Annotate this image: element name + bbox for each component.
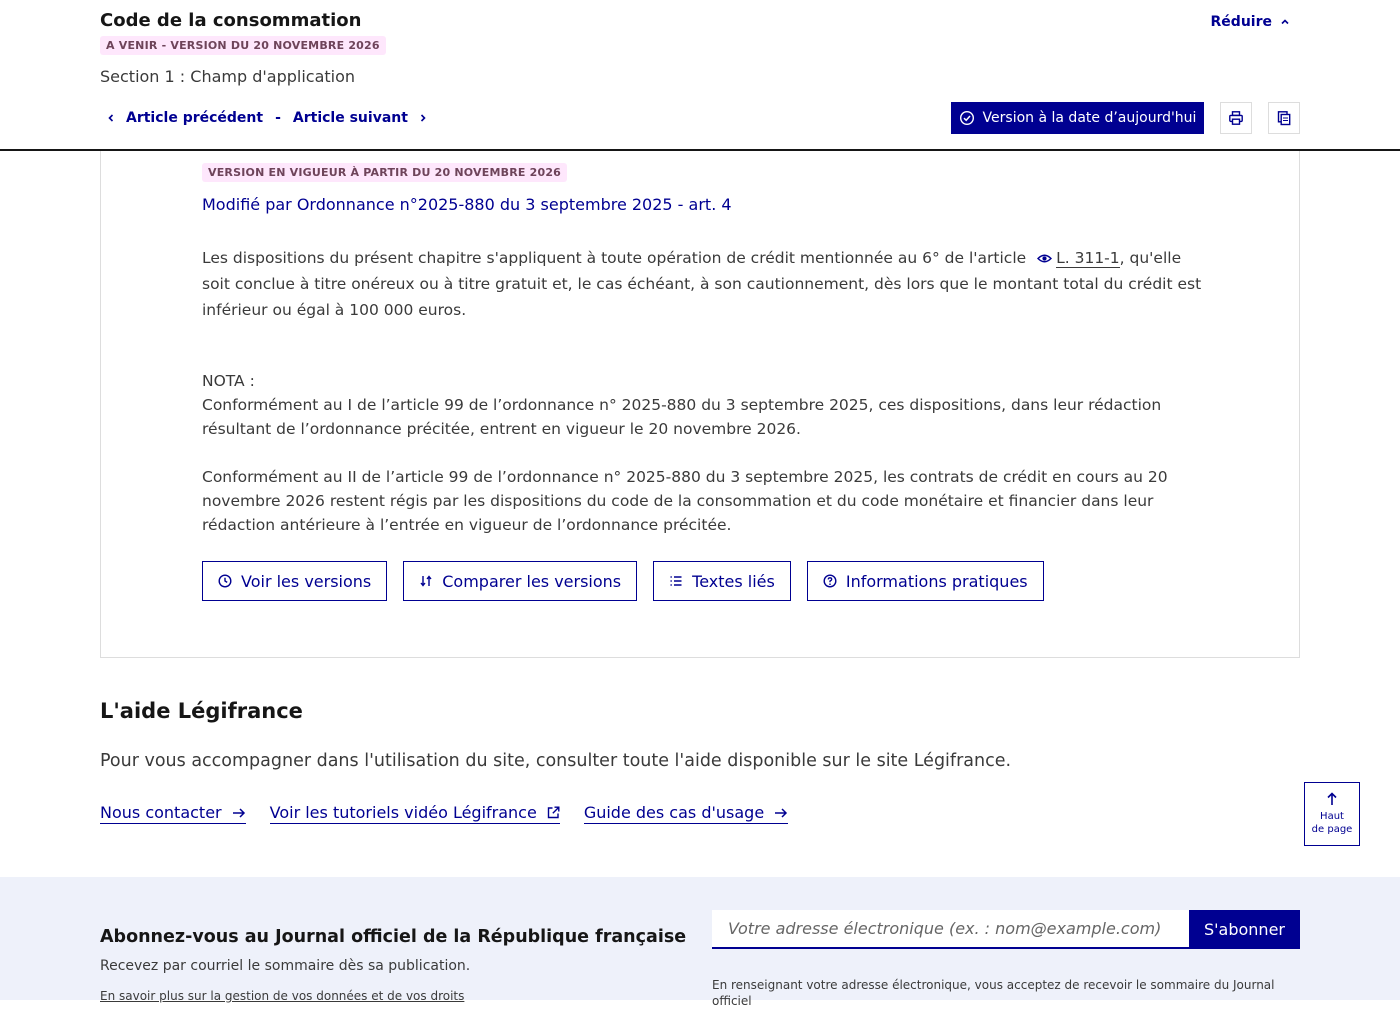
arrow-right-icon [232,807,246,819]
chevron-right-icon [418,113,428,123]
version-today-button[interactable] [951,102,1204,134]
modified-by-link[interactable]: Modifié par Ordonnance n°2025-880 du 3 septembre 2025 - art. 4 [202,195,732,214]
practical-info-button[interactable] [807,561,1044,601]
tutorials-label: Voir les tutoriels vidéo Légifrance [269,803,537,822]
help-description: Pour vous accompagner dans l'utilisation du site, consulter toute l'aide disponible sur le site Légifrance. [100,751,1012,771]
article-header [0,0,1400,151]
code-title: Code de la consommation [100,10,362,31]
arrow-up-icon [1326,792,1338,806]
linked-texts-label: Textes liés [692,571,775,591]
next-article-link[interactable] [293,110,428,126]
external-link-icon [547,806,560,819]
help-links [100,803,788,824]
reduce-button[interactable] [1211,14,1290,30]
nota-block [202,369,1202,441]
previous-article-label: Article précédent [126,110,264,126]
article-navigation [106,110,428,126]
paragraph-text-after: , qu'elle soit conclue à titre onéreux ou à titre gratuit et, le cas échéant, à son cautionnement, dès lors que le montant total du crédit est inférieur ou égal à 100 000 euros. [202,249,1202,319]
nota-paragraph-1: Conformément au I de l’article 99 de l’ordonnance n° 2025-880 du 3 septembre 2025, ces dispositions, dans leur rédaction résultant de l’ordonnance précitée, entrent en vigueur le 20 novembre 2026. [202,396,1162,438]
list-icon [669,574,683,588]
consent-text: En renseignant votre adresse électronique, vous acceptez de recevoir le sommaire du Journal officiel [712,978,1275,1008]
view-versions-button[interactable] [202,561,387,601]
compare-versions-label: Comparer les versions [442,571,622,591]
subscribe-button[interactable]: S'abonner [1189,910,1300,949]
email-input[interactable] [712,910,1189,949]
print-button[interactable] [1220,102,1252,134]
article-paragraph [202,245,1202,323]
compare-arrows-icon [419,574,433,588]
version-badge: A VENIR - VERSION DU 20 NOVEMBRE 2026 [100,36,386,55]
next-article-label: Article suivant [292,110,408,126]
chevron-left-icon [106,113,116,123]
back-to-top-line1: Haut [1320,811,1344,822]
back-to-top-button[interactable] [1304,782,1360,846]
back-to-top-line2: de page [1311,824,1353,835]
nota-paragraph-2: Conformément au II de l’article 99 de l’ordonnance n° 2025-880 du 3 septembre 2025, les contrats de crédit en cours au 20 novembre 2026 restent régis par les dispositions du code de la consommation et du code monétaire et financier dans leur rédaction antérieure à l’entrée en vigueur de l’ordonnance précitée. [202,468,1168,534]
nota-label: NOTA : [202,372,255,390]
compare-versions-button[interactable] [403,561,637,601]
vigueur-badge: VERSION EN VIGUEUR À PARTIR DU 20 NOVEMBRE 2026 [202,163,567,182]
copy-button[interactable] [1268,102,1300,134]
article-reference-link[interactable]: L. 311-1 [1056,249,1120,267]
copy-icon [1276,110,1292,126]
version-today-label: Version à la date d’aujourd'hui [982,110,1197,126]
reduce-label: Réduire [1210,14,1272,30]
clock-icon [218,574,232,588]
arrow-right-icon [774,807,788,819]
eye-icon [1037,252,1052,265]
previous-article-link[interactable] [106,110,263,126]
chevron-up-icon [1280,17,1290,27]
article-card [100,151,1300,658]
view-versions-label: Voir les versions [241,571,372,591]
question-circle-icon [823,574,837,588]
usage-guide-label: Guide des cas d'usage [583,803,765,822]
contact-link[interactable] [100,803,246,824]
newsletter-section [0,877,1400,1008]
newsletter-description: Recevez par courriel le sommaire dès sa publication. [100,958,471,974]
section-title: Section 1 : Champ d'application [100,67,356,86]
nav-separator: - [275,110,281,126]
newsletter-title: Abonnez-vous au Journal officiel de la République française [100,927,687,947]
tutorials-link[interactable] [270,803,560,824]
paragraph-text-before: Les dispositions du présent chapitre s'appliquent à toute opération de crédit mentionnée au 6° de l'article [202,249,1027,267]
practical-info-label: Informations pratiques [845,571,1028,591]
data-management-link[interactable]: En savoir plus sur la gestion de vos données et de vos droits [100,989,465,1003]
usage-guide-link[interactable] [584,803,788,824]
check-circle-icon [959,110,975,126]
linked-texts-button[interactable] [653,561,791,601]
help-title: L'aide Légifrance [100,699,303,723]
article-actions [202,561,1044,601]
contact-label: Nous contacter [100,803,222,822]
printer-icon [1228,110,1244,126]
